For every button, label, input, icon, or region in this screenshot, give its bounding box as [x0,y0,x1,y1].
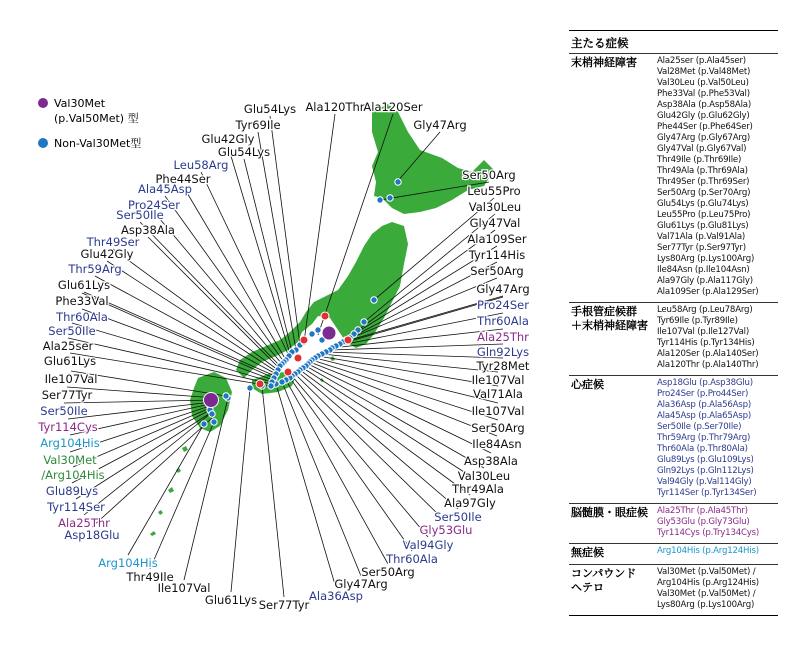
mutation-label: Gly47Arg [413,118,467,132]
mutation-label: Glu54Lys [243,102,297,116]
mutation-item: Tyr114Ser (p.Tyr134Ser) [657,488,757,498]
mutation-label: Ala120Ser [363,100,423,114]
leader-line [228,146,290,354]
non-val30met-dot [371,297,377,303]
non-val30met-dot [211,419,217,425]
mutation-label: Leu58Arg [173,158,229,172]
mutation-item: Ala120Thr (p.Ala140Thr) [657,360,759,370]
red-dot [344,336,352,344]
mutation-item: Glu54Lys (p.Glu74Lys) [657,199,749,209]
mutation-label: Glu54Lys [217,145,271,159]
mutation-label: Ser77Tyr [258,598,310,612]
leader-line [183,186,286,360]
mutation-label: Ile107Val [471,373,525,387]
mutation-item: Tyr114His (p.Tyr134His) [657,338,755,348]
non-val30met-dot [201,421,207,427]
non-val30met-dot [247,385,253,391]
mutation-label: Ile84Asn [472,437,522,451]
mutation-item: Gly53Glu (p.Gly73Glu) [657,517,750,527]
leader-line [270,116,300,345]
mutation-label: Gln92Lys [476,345,530,359]
symptom-category: 手根管症候群 ＋末梢神経障害 [571,305,648,332]
leader-line [148,237,279,368]
mutation-item: Lys80Arg (p.Lys100Arg) [657,600,755,610]
mutation-label: Ala120Thr [305,100,365,114]
val30met-dot [322,326,336,340]
legend-non-val30met-label: Non-Val30Met型 [54,137,142,150]
mutation-label: Ala97Gly [444,496,496,510]
mutation-label: Ser50Ile [116,208,164,222]
mutation-item: Glu89Lys (p.Glu109Lys) [657,455,754,465]
mutation-list [657,546,778,560]
mutation-label: Asp38Ala [464,454,518,468]
mutation-label: Phe44Ser [155,172,211,186]
mutation-label: Ser50Arg [361,565,415,579]
red-dot [256,380,264,388]
non-val30met-dot [209,411,215,417]
symptom-category: 心症候 [571,378,604,391]
symptom-category: 無症候 [571,546,604,559]
mutation-label: Thr59Arg [68,262,122,276]
mutation-item: Ala45Asp (p.Ala65Asp) [657,411,751,421]
mutation-label: Glu89Lys [45,484,99,498]
symptom-category: 末梢神経障害 [571,56,637,69]
leader-line [298,372,458,509]
mutation-label: Tyr28Met [476,359,530,373]
mutation-label: Ile107Val [44,372,98,386]
leader-line [306,366,484,468]
mutation-label: Ser77Tyr [41,388,93,402]
table-section [569,54,778,302]
mutation-label: Val30Leu [457,469,511,483]
non-val30met-dot [315,327,321,333]
mutation-label: Ala45Asp [138,182,192,196]
red-dot [321,312,329,320]
mutation-item: Ala25ser (p.Ala45ser) [657,56,746,66]
table-bottom-rule [569,615,778,616]
mutation-label: Ser50Ile [434,510,482,524]
leader-line [300,370,470,495]
mutation-label: Val30Met [43,453,97,467]
mutation-item: Thr49Ile (p.Thr69Ile) [657,155,742,165]
mutation-label: Asp38Ala [121,223,175,237]
mutation-item: Arg104His (p.Arg124His) [657,546,759,556]
mutation-label: Thr49Ala [452,482,504,496]
mutation-list [657,506,778,539]
mutation-item: Gln92Lys (p.Gln112Lys) [657,466,754,476]
mutation-list [657,56,778,298]
mutation-item: Leu58Arg (p.Leu78Arg) [657,305,753,315]
symptom-table [569,30,778,616]
mutation-label: Glu42Gly [201,132,255,146]
mutation-label: Ser50Ile [40,404,88,418]
mutation-label: Val71Ala [473,387,523,401]
mutation-item: Ala36Asp (p.Ala56Asp) [657,400,751,410]
mutation-label: Glu61Lys [43,354,97,368]
non-val30met-dot [268,383,274,389]
non-val30met-dot [387,195,393,201]
leader-line [276,384,336,588]
mutation-item: Pro24Ser (p.Pro44Ser) [657,389,749,399]
mutation-label: Arg104His [40,436,100,450]
leader-line [92,418,212,527]
mutation-item: Tyr114Cys (p.Try134Cys) [657,528,760,538]
mutation-item: Leu55Pro (p.Leu75Pro) [657,210,751,220]
mutation-label: Ser50Arg [470,264,524,278]
leader-line [290,378,412,551]
mutation-label: Glu42Gly [80,247,134,261]
non-val30met-dot [377,197,383,203]
table-section [569,543,778,564]
table-section [569,375,778,503]
mutation-item: Ala97Gly (p.Ala117Gly) [657,276,753,286]
mutation-item: Thr59Arg (p.Thr79Arg) [657,433,751,443]
leader-line [113,249,278,370]
red-dot [300,336,308,344]
table-section [569,564,778,615]
mutation-item: Tyr69Ile (p.Tyr89Ile) [657,316,738,326]
non-val30met-dot [309,331,315,337]
non-val30met-dot [361,319,367,325]
red-dot [294,354,302,362]
table-body [569,54,778,615]
legend-non-val30met [38,136,141,151]
mutation-label: Ala36Asp [309,589,363,603]
mutation-label: Leu55Pro [467,184,521,198]
mutation-item: Gly47Val (p.Gly67Val) [657,144,747,154]
mutation-item: Ile107Val (p.Ile127Val) [657,327,749,337]
mutation-label: Thr49Ile [126,570,174,584]
mutation-item: Val30Met (p.Val50Met) / [657,567,756,577]
mutation-item: Val30Leu (p.Val50Leu) [657,78,749,88]
mutation-item: Glu42Gly (p.Glu62Gly) [657,111,750,121]
mutation-item: Lys80Arg (p.Lys100Arg) [657,254,755,264]
mutation-label: Glu61Lys [204,593,258,607]
mutation-label: Ser50Ile [48,324,96,338]
blue-dot-icon [38,138,48,148]
legend-val30met-line1: Val30Met [54,97,106,110]
mutation-label: Tyr114Ser [47,500,105,514]
mutation-label: Pro24Ser [128,198,180,212]
mutation-item: Ser77Tyr (p.Ser97Tyr) [657,243,746,253]
leader-line [310,362,497,436]
table-header: 主たる症候 [569,30,778,54]
table-section [569,503,778,543]
mutation-item: Ala25Thr (p.Ala45Thr) [657,506,748,516]
legend-val30met-line2: (p.Val50Met) 型 [54,112,139,125]
mutation-label: Ala25Thr [58,516,110,530]
mutation-item: Val94Gly (p.Val114Gly) [657,477,752,487]
mutation-item: Phe33Val (p.Phe53Val) [657,89,750,99]
mutation-label: Ser50Arg [471,421,525,435]
mutation-label: Tyr69Ile [235,118,281,132]
mutation-item: Asp18Glu (p.Asp38Glu) [657,378,753,388]
symptom-category: コンパウンド ヘテロ [571,567,637,594]
mutation-label: Ala109Ser [467,232,527,246]
mutation-label: Val30Leu [468,200,522,214]
leader-line [231,388,250,592]
mutation-item: Arg104His (p.Arg124His) [657,578,759,588]
mutation-label: Val94Gly [402,538,454,552]
mutation-label: Phe33Val [55,294,109,308]
mutation-label: Glu61Lys [57,278,111,292]
red-dot [284,368,292,376]
mutation-label: Gly47Val [469,216,521,230]
mutation-label: Tyr114Cys [38,420,98,434]
mutation-item: Ala120Ser (p.Ala140Ser) [657,349,759,359]
symptom-category: 脳髄膜・眼症候 [571,506,648,519]
mutation-label: Gly53Glu [419,523,473,537]
mutation-label: Asp18Glu [64,528,120,542]
mutation-label: Arg104His [98,556,158,570]
mutation-item: Ser50Arg (p.Ser70Arg) [657,188,751,198]
mutation-list [657,305,778,371]
leader-line [72,323,272,382]
mutation-item: Val71Ala (p.Val91Ala) [657,232,746,242]
mutation-item: Ala109Ser (p.Ala129Ser) [657,287,759,297]
mutation-label: Thr60Ala [56,310,108,324]
mutation-item: Thr49Ala (p.Thr69Ala) [657,166,748,176]
mutation-label: Ser50Arg [462,168,516,182]
mutation-label: Gly47Arg [334,577,388,591]
leader-line [128,424,204,555]
mutation-item: Gly47Arg (p.Gly67Arg) [657,133,750,143]
mutation-label: Thr49Ser [86,235,140,249]
mutation-label: Pro24Ser [477,298,529,312]
mutation-item: Thr60Ala (p.Thr80Ala) [657,444,748,454]
mutation-list [657,567,778,611]
mutation-list [657,378,778,499]
mutation-label: Ile107Val [157,581,211,595]
mutation-label: /Arg104His [41,468,105,482]
mutation-item: Ile84Asn (p.Ile104Asn) [657,265,750,275]
non-val30met-dot [223,393,229,399]
leader-line [262,386,284,597]
mutation-item: Phe44Ser (p.Phe64Ser) [657,122,753,132]
mutation-item: Glu61Lys (p.Glu81Lys) [657,221,749,231]
legend-val30met [38,96,141,126]
non-val30met-dot [395,179,401,185]
mutation-item: Thr49Ser (p.Thr69Ser) [657,177,750,187]
purple-dot-icon [38,98,48,108]
mutation-label: Ile107Val [471,404,525,418]
mutation-item: Ser50Ile (p.Ser70Ile) [657,422,742,432]
mutation-item: Val30Met (p.Val50Met) / [657,589,756,599]
leader-line [82,293,274,378]
leader-line [258,132,296,350]
mutation-label: Ala25Thr [477,330,529,344]
legend [38,96,141,161]
mutation-label: Thr60Ala [386,552,438,566]
mutation-item: Asp38Ala (p.Asp58Ala) [657,100,751,110]
mutation-label: Gly47Arg [476,282,530,296]
ryukyu-islands [150,446,188,536]
mutation-label: Tyr114His [468,248,526,262]
mutation-label: Thr60Ala [477,314,529,328]
val30met-dot [204,393,219,408]
table-section [569,302,778,375]
mutation-item: Val28Met (p.Val48Met) [657,67,751,77]
mutation-label: Ala25ser [42,339,94,353]
non-val30met-dot [279,379,285,385]
